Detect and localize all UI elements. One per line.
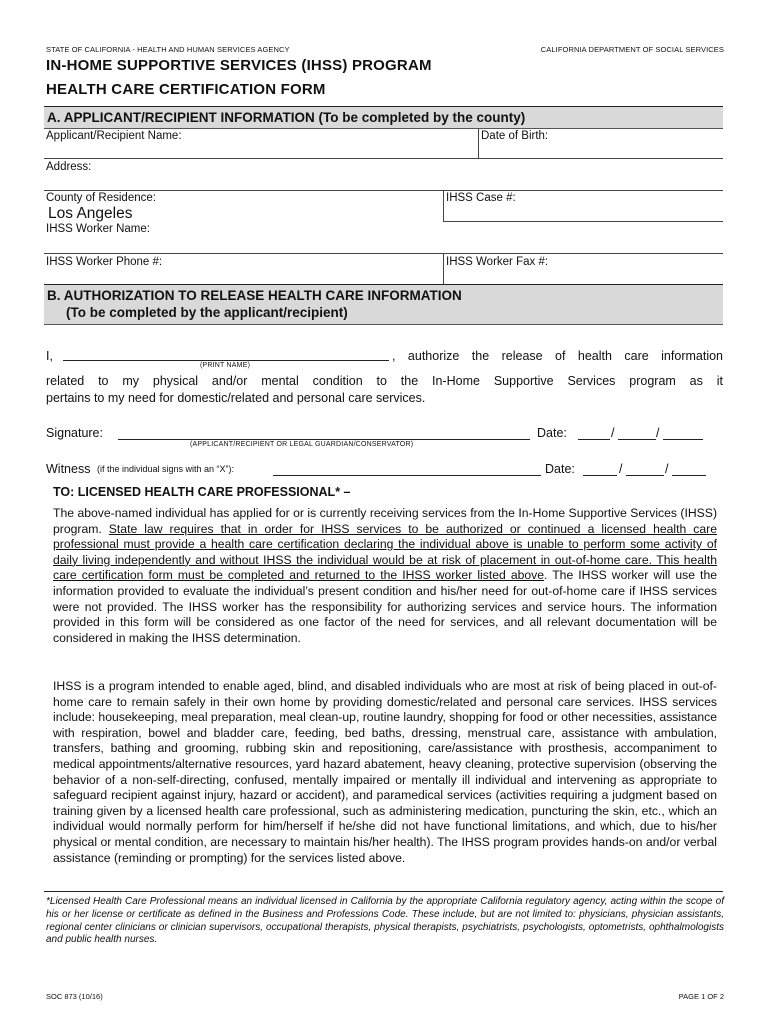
applicant-name-label: Applicant/Recipient Name: [46, 130, 182, 142]
case-number-label: IHSS Case #: [446, 192, 516, 204]
divider [443, 254, 444, 284]
authorize-text: , authorize the release of health care information [392, 349, 723, 363]
divider [44, 158, 723, 159]
divider [44, 190, 723, 191]
agency-name: STATE OF CALIFORNIA - HEALTH AND HUMAN SERVICES AGENCY [46, 45, 290, 54]
authorize-text-line2: related to my physical and/or mental condition to the In-Home Supportive Services program as it [46, 374, 723, 388]
worker-phone-label: IHSS Worker Phone #: [46, 256, 163, 268]
section-b-title: B. AUTHORIZATION TO RELEASE HEALTH CARE INFORMATION [47, 288, 462, 303]
date-year-field[interactable] [663, 439, 703, 440]
date-separator: / [619, 462, 623, 476]
divider [443, 221, 723, 222]
address-label: Address: [46, 161, 92, 173]
department-name: CALIFORNIA DEPARTMENT OF SOCIAL SERVICES [540, 45, 724, 54]
witness-date-month-field[interactable] [583, 475, 617, 476]
authorize-text-line3: pertains to my need for domestic/related and personal care services. [46, 391, 426, 405]
section-b-header [44, 284, 723, 325]
worker-name-label: IHSS Worker Name: [46, 223, 150, 235]
divider [443, 191, 444, 222]
witness-date-year-field[interactable] [672, 475, 706, 476]
i-label: I, [46, 349, 53, 363]
date-month-field[interactable] [578, 439, 610, 440]
divider [478, 129, 479, 159]
witness-note: (if the individual signs with an “X”): [97, 464, 235, 474]
signature-caption: (APPLICANT/RECIPIENT OR LEGAL GUARDIAN/CONSERVATOR) [190, 441, 414, 448]
worker-fax-label: IHSS Worker Fax #: [446, 256, 549, 268]
print-name-caption: (PRINT NAME) [200, 362, 251, 369]
county-value[interactable]: Los Angeles [48, 205, 133, 222]
date-separator: / [665, 462, 669, 476]
form-title: IN-HOME SUPPORTIVE SERVICES (IHSS) PROGRAM [46, 57, 432, 74]
signature-label: Signature: [46, 426, 103, 440]
witness-label: Witness [46, 462, 91, 476]
paragraph-2: IHSS is a program intended to enable aged, blind, and disabled individuals who are most at risk of being placed in out-of-home care to remain safely in their own home by providing domestic/related and personal care services. IHSS services include: housekeeping, meal preparation, meal clean-up, routine laundry, shopping for food or other necessities, assistance with respiration, bowel and bladder care, feeding, bed baths, dressing, menstrual care, assistance with ambulation, transfers, bathing and grooming, rubbing skin and repositioning, care/assistance with prosthesis, accompaniment to medical appointments/alternative resources, yard hazard abatement, heavy cleaning, protective supervision (observing the behavior of a non-self-directing, confused, mentally impaired or mentally ill individual and intervening as appropriate to safeguard recipient against injury, hazard or accident), and paramedical services (activities requiring a judgment based on training given by a licensed health care professional, such as administering medication, puncturing the skin, etc., which an individual would normally perform for him/herself if he/she did not have functional limitations, and which, due to his/her physical or mental condition, are necessary to maintain his/her health). The IHSS program provides hands-on and/or verbal assistance (reminding or prompting) for the services listed above. [53, 679, 717, 865]
paragraph-1 [53, 506, 717, 646]
footnote-divider [44, 891, 723, 892]
paragraph-1-rest: . The IHSS worker will use the information provided to evaluate the individual’s present condition and his/her need for out-of-home care if IHSS services were not provided. The IHSS worker has the responsibility for authorizing services and service hours. The information provided in this form will be considered as one factor of the need for services, and all relevant documentation will be considered in making the IHSS determination. [53, 568, 718, 645]
signature-date-label: Date: [537, 426, 567, 440]
section-a-header [44, 106, 723, 129]
paragraph-1-intro: The above-named individual has applied for or is currently receiving services from the In-Home Supportive Services (IHSS) program. [53, 506, 717, 536]
witness-date-day-field[interactable] [626, 475, 664, 476]
witness-signature-line[interactable] [273, 475, 541, 476]
footnote: *Licensed Health Care Professional means an individual licensed in California by the appropriate California regulatory agency, acting within the scope of his or her license or certificate as defined in the Business and Professions Code. These include, but are not limited to: physicians, physician assistants, regional center clinicians or clinician supervisors, occupational therapists, physical therapists, psychiatrists, psychologists, optometrists, ophthalmologists and public health nurses. [46, 896, 724, 946]
date-separator: / [656, 426, 660, 440]
date-separator: / [611, 426, 615, 440]
form-subtitle: HEALTH CARE CERTIFICATION FORM [46, 81, 326, 98]
dob-label: Date of Birth: [481, 130, 549, 142]
section-a-title: A. APPLICANT/RECIPIENT INFORMATION (To be completed by the county) [47, 110, 526, 125]
county-label: County of Residence: [46, 192, 156, 204]
divider [44, 253, 723, 254]
signature-line[interactable] [118, 439, 530, 440]
print-name-line[interactable] [63, 360, 389, 361]
section-b-subtitle: (To be completed by the applicant/recipient) [66, 305, 348, 320]
date-day-field[interactable] [618, 439, 656, 440]
form-number: SOC 873 (10/16) [46, 992, 103, 1001]
to-heading: TO: LICENSED HEALTH CARE PROFESSIONAL* – [53, 485, 351, 499]
page-number: PAGE 1 OF 2 [678, 992, 724, 1001]
witness-date-label: Date: [545, 462, 575, 476]
paragraph-1-requirement: State law requires that in order for IHSS services to be authorized or continued a licensed health care professional must provide a health care certification declaring the individual above is unable to perform some activity of daily living independently and without IHSS the individual would be at risk of placement in out-of-home care. This health care certification form must be completed and returned to the IHSS worker listed above [53, 521, 717, 583]
